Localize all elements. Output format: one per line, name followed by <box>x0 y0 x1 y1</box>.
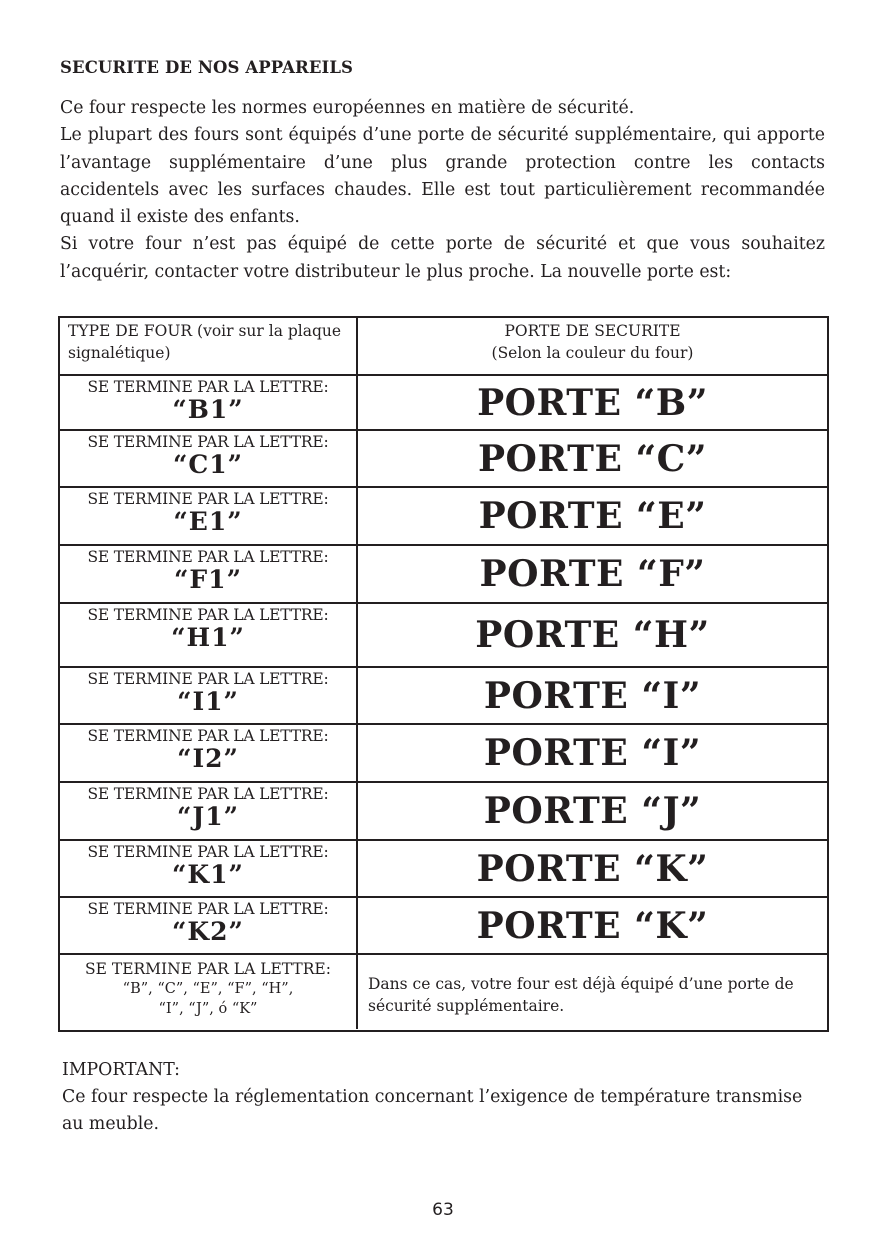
oven-code: “K2” <box>172 917 244 946</box>
table-row <box>60 725 827 781</box>
door-label: PORTE “I” <box>483 674 702 717</box>
door-label: PORTE “J” <box>483 790 702 832</box>
intro-text <box>60 95 825 286</box>
table-header-row <box>60 318 827 374</box>
table-row <box>60 604 827 666</box>
door-label: PORTE “K” <box>476 904 709 947</box>
oven-code: “J1” <box>177 802 239 831</box>
ends-with-label: SE TERMINE PAR LA LETTRE: <box>87 548 329 566</box>
table-row <box>60 546 827 602</box>
oven-code: “I2” <box>177 744 239 773</box>
door-cell <box>358 488 827 544</box>
ends-with-label: SE TERMINE PAR LA LETTRE: <box>87 670 329 688</box>
door-cell <box>358 546 827 602</box>
oven-code: “E1” <box>173 507 243 536</box>
door-label: PORTE “E” <box>478 495 707 537</box>
intro-paragraph-2: Le plupart des fours sont équipés d’une porte de sécurité supplémentaire, qui apporte l’avantage supplémentaire d’une plus grande protection contre les contacts accidentels avec les surfaces chaudes. Elle est tout particulièrement recommandée quand il existe des enfants. <box>60 125 825 228</box>
intro-paragraph-1: Ce four respecte les normes européennes en matière de sécurité. <box>60 98 635 118</box>
door-cell <box>358 376 827 429</box>
oven-type-cell <box>60 546 356 602</box>
table-row-last <box>60 955 827 1030</box>
door-label: PORTE “C” <box>477 437 708 480</box>
table-row <box>60 783 827 839</box>
header-safety-door-title: PORTE DE SECURITE <box>504 322 681 340</box>
table-row <box>60 376 827 429</box>
page-number: 63 <box>432 1200 454 1220</box>
important-section <box>62 1057 822 1138</box>
table-row <box>60 431 827 486</box>
oven-code: “K1” <box>172 860 244 889</box>
ends-with-label: SE TERMINE PAR LA LETTRE: <box>87 433 329 451</box>
door-cell <box>358 841 827 896</box>
letter-list-line-2: “I”, “J”, ó “K” <box>158 1001 258 1017</box>
section-title: SECURITE DE NOS APPAREILS <box>60 58 354 77</box>
ends-with-label: SE TERMINE PAR LA LETTRE: <box>87 490 329 508</box>
door-cell <box>358 668 827 723</box>
oven-type-cell <box>60 376 356 429</box>
oven-type-cell <box>60 898 356 953</box>
oven-code: “H1” <box>171 623 245 652</box>
oven-type-cell <box>60 604 356 666</box>
ends-with-label: SE TERMINE PAR LA LETTRE: <box>87 606 329 624</box>
intro-paragraph-3: Si votre four n’est pas équipé de cette porte de sécurité et que vous souhaitez l’acquérir, contacter votre distributeur le plus proche. La nouvelle porte est: <box>60 234 825 282</box>
oven-type-cell <box>60 431 356 486</box>
table-row <box>60 841 827 896</box>
oven-type-cell <box>60 783 356 839</box>
important-text: Ce four respecte la réglementation concernant l’exigence de température transmise au meuble. <box>62 1087 803 1134</box>
door-label: PORTE “B” <box>477 381 708 424</box>
header-safety-door-subtitle: (Selon la couleur du four) <box>491 344 694 362</box>
door-cell <box>358 725 827 781</box>
oven-code: “F1” <box>174 565 242 594</box>
oven-code: “I1” <box>177 687 239 716</box>
door-label: PORTE “F” <box>479 553 706 595</box>
door-label: PORTE “K” <box>476 847 709 890</box>
table-row <box>60 898 827 953</box>
door-cell <box>358 431 827 486</box>
ends-with-label: SE TERMINE PAR LA LETTRE: <box>87 843 329 861</box>
door-table <box>58 316 829 1032</box>
oven-type-cell <box>60 488 356 544</box>
oven-code: “B1” <box>172 395 244 424</box>
oven-code: “C1” <box>172 450 244 479</box>
already-equipped-note: Dans ce cas, votre four est déjà équipé d’une porte de sécurité supplémentaire. <box>368 975 794 1015</box>
ends-with-label: SE TERMINE PAR LA LETTRE: <box>85 960 331 978</box>
ends-with-label: SE TERMINE PAR LA LETTRE: <box>87 900 329 918</box>
door-cell <box>358 898 827 953</box>
ends-with-label: SE TERMINE PAR LA LETTRE: <box>87 378 329 396</box>
door-label: PORTE “I” <box>483 732 702 774</box>
header-safety-door <box>358 320 827 364</box>
door-cell <box>358 783 827 839</box>
table-row <box>60 668 827 723</box>
ends-with-label: SE TERMINE PAR LA LETTRE: <box>87 785 329 803</box>
door-cell <box>358 604 827 666</box>
important-label: IMPORTANT: <box>62 1060 180 1080</box>
oven-type-cell <box>60 725 356 781</box>
letter-list-line-1: “B”, “C”, “E”, “F”, “H”, <box>122 981 294 997</box>
oven-type-cell <box>60 955 356 1030</box>
table-row <box>60 488 827 544</box>
header-oven-type: TYPE DE FOUR (voir sur la plaque signalétique) <box>68 322 342 362</box>
oven-type-cell <box>60 668 356 723</box>
ends-with-label: SE TERMINE PAR LA LETTRE: <box>87 727 329 745</box>
oven-type-cell <box>60 841 356 896</box>
door-label: PORTE “H” <box>475 614 710 656</box>
